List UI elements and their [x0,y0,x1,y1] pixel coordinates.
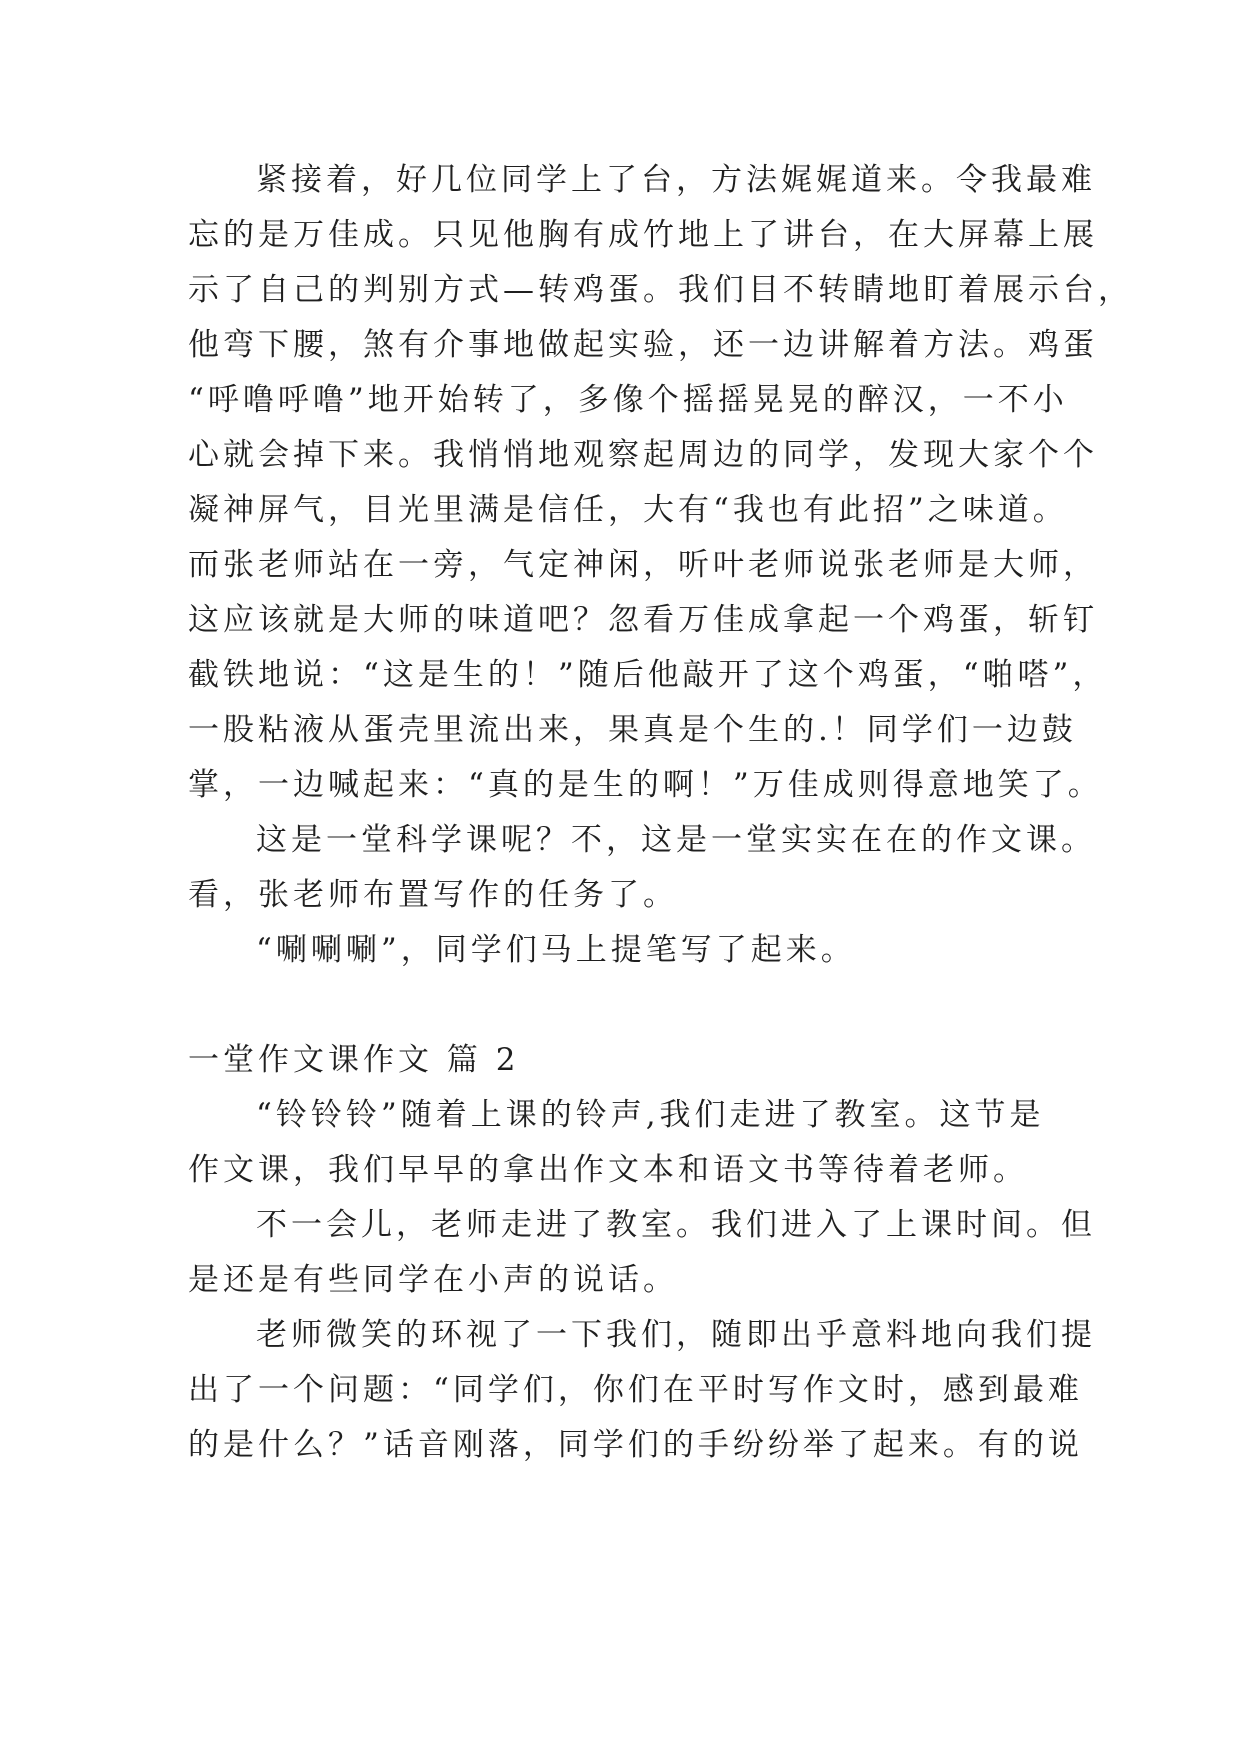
paragraph-line: “呼噜呼噜”地开始转了，多像个摇摇晃晃的醉汉，一不小 [188,382,1068,418]
paragraph-line: 一股粘液从蛋壳里流出来，果真是个生的.！同学们一边鼓 [188,712,1077,748]
paragraph-line: 掌，一边喊起来：“真的是生的啊！”万佳成则得意地笑了。 [188,767,1103,803]
paragraph-line: 老师微笑的环视了一下我们，随即出乎意料地向我们提 [256,1317,1096,1353]
section-heading: 一堂作文课作文 篇 2 [188,1042,520,1078]
paragraph-line: 是还是有些同学在小声的说话。 [188,1262,678,1298]
paragraph-line: 忘的是万佳成。只见他胸有成竹地上了讲台，在大屏幕上展 [188,217,1098,253]
paragraph-line: 的是什么？”话音刚落，同学们的手纷纷举了起来。有的说 [188,1427,1083,1463]
paragraph-line: 心就会掉下来。我悄悄地观察起周边的同学，发现大家个个 [188,437,1098,473]
paragraph-line: “唰唰唰”，同学们马上提笔写了起来。 [256,932,856,968]
paragraph-line: 凝神屏气，目光里满是信任，大有“我也有此招”之味道。 [188,492,1068,528]
paragraph-line: 而张老师站在一旁，气定神闲，听叶老师说张老师是大师， [188,547,1098,583]
paragraph-line: 看，张老师布置写作的任务了。 [188,877,678,913]
paragraph-line: 这是一堂科学课呢？不，这是一堂实实在在的作文课。 [256,822,1096,858]
paragraph-line: 出了一个问题：“同学们，你们在平时写作文时，感到最难 [188,1372,1083,1408]
paragraph-line: 这应该就是大师的味道吧？忽看万佳成拿起一个鸡蛋，斩钉 [188,602,1098,638]
paragraph-line: 示了自己的判别方式—转鸡蛋。我们目不转睛地盯着展示台， [188,272,1133,308]
paragraph-line: 不一会儿，老师走进了教室。我们进入了上课时间。但 [256,1207,1096,1243]
paragraph-line: 截铁地说：“这是生的！”随后他敲开了这个鸡蛋，“啪嗒”， [188,657,1108,693]
paragraph-line: 作文课，我们早早的拿出作文本和语文书等待着老师。 [188,1152,1028,1188]
paragraph-line: 他弯下腰，煞有介事地做起实验，还一边讲解着方法。鸡蛋 [188,327,1098,363]
paragraph-line: “铃铃铃”随着上课的铃声,我们走进了教室。这节是 [256,1097,1045,1133]
paragraph-line: 紧接着，好几位同学上了台，方法娓娓道来。令我最难 [256,162,1096,198]
